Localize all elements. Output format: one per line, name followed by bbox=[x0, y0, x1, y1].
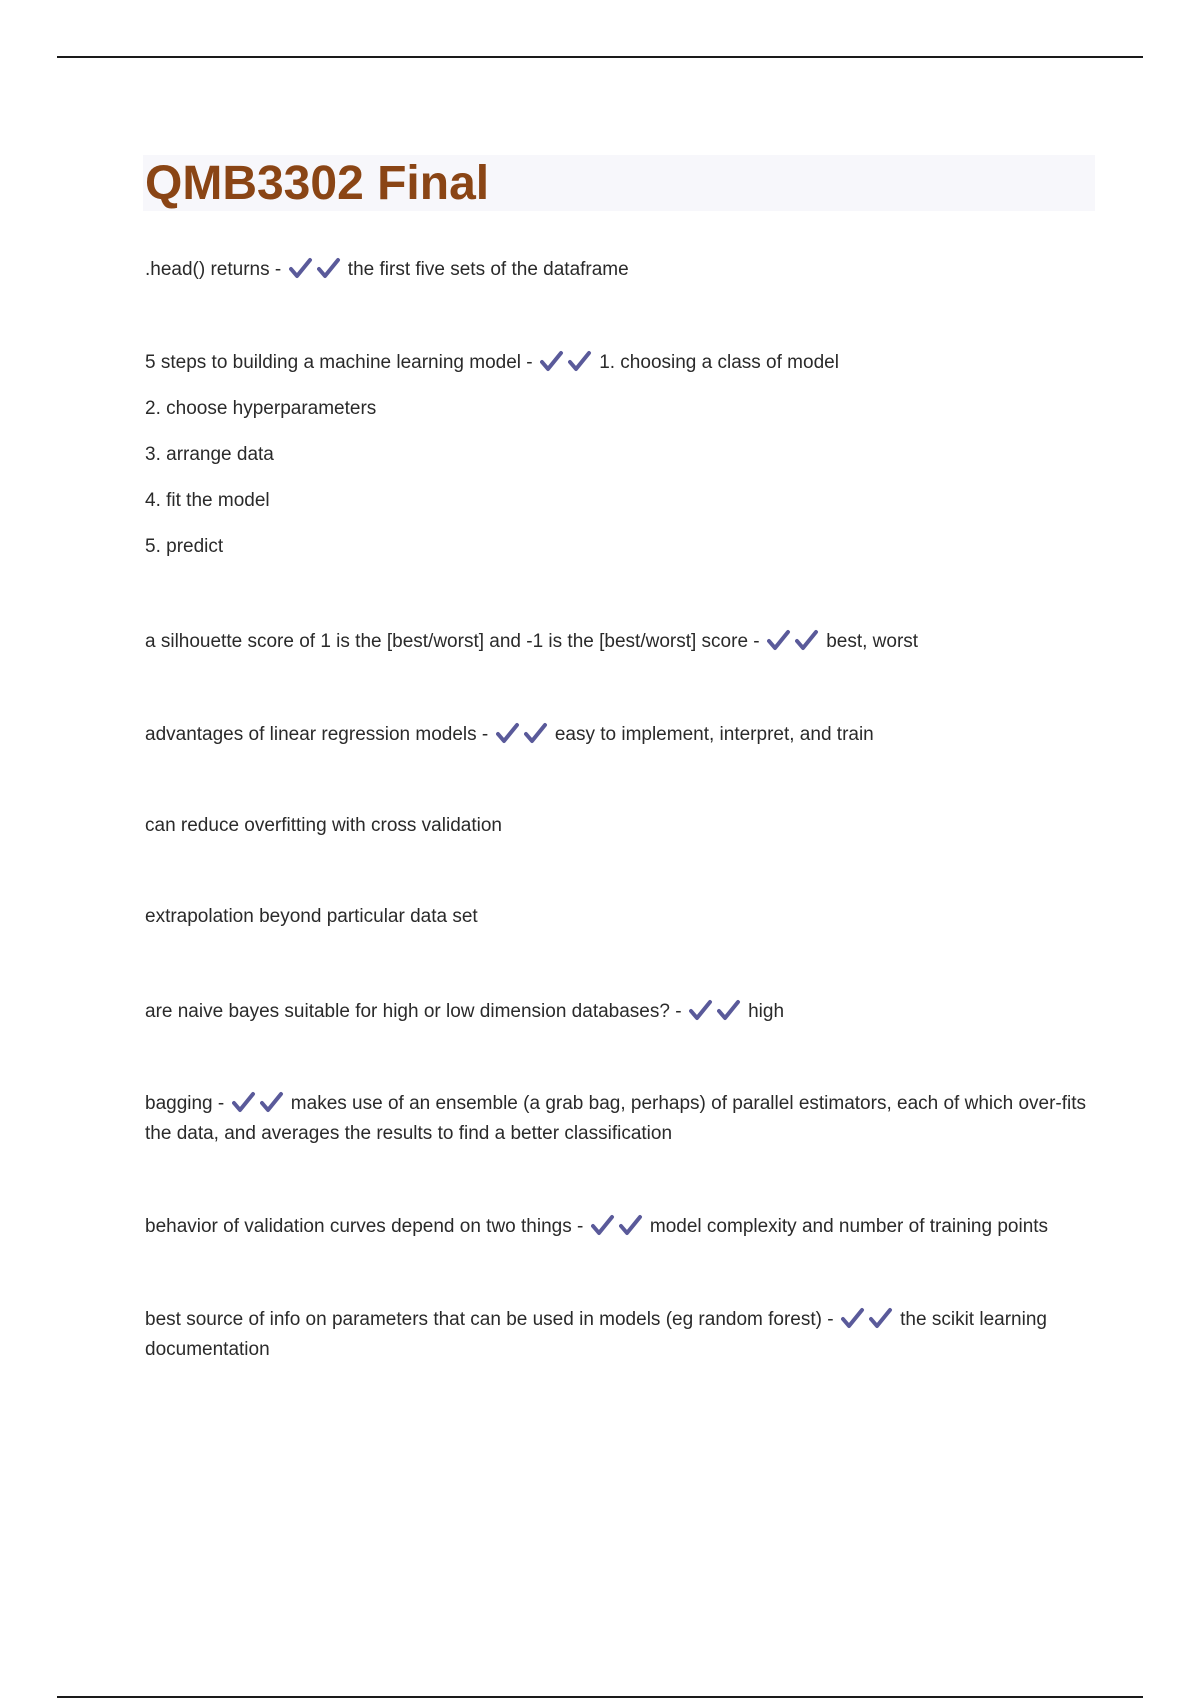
top-rule bbox=[57, 56, 1143, 58]
check-icon bbox=[619, 1214, 643, 1236]
answer-text: best, worst bbox=[826, 631, 919, 652]
plain-line: can reduce overfitting with cross validation bbox=[145, 815, 502, 836]
page-title: QMB3302 Final bbox=[145, 156, 490, 210]
answer-text: model complexity and number of training points bbox=[649, 1216, 1049, 1237]
title-band bbox=[143, 155, 1095, 211]
check-icon bbox=[869, 1307, 893, 1329]
check-icon bbox=[540, 350, 564, 372]
check-icon bbox=[689, 999, 713, 1021]
question-text: behavior of validation curves depend on two things - bbox=[145, 1216, 584, 1237]
question-text: .head() returns - bbox=[145, 259, 282, 280]
question-text: 5 steps to building a machine learning model - bbox=[145, 352, 533, 373]
question-text: advantages of linear regression models - bbox=[145, 724, 489, 745]
answer-text: high bbox=[748, 1001, 785, 1022]
qa-item bbox=[145, 1212, 1095, 1242]
answer-text: the first five sets of the dataframe bbox=[347, 259, 629, 280]
answer-text: makes use of an ensemble (a grab bag, perhaps) of parallel estimators, each of which over-fits the data, and averages the results to find a better classification bbox=[145, 1093, 1087, 1144]
answer-continuation: 3. arrange data bbox=[145, 444, 274, 465]
answer-continuation: 5. predict bbox=[145, 536, 224, 557]
qa-item bbox=[145, 348, 1095, 378]
check-icon bbox=[591, 1214, 615, 1236]
qa-item bbox=[145, 627, 1095, 657]
check-icon bbox=[568, 350, 592, 372]
answer-text: the scikit learning documentation bbox=[145, 1309, 1047, 1360]
answer-text: easy to implement, interpret, and train bbox=[554, 724, 874, 745]
document-body bbox=[145, 155, 1095, 1365]
question-text: are naive bayes suitable for high or low dimension databases? - bbox=[145, 1001, 682, 1022]
answer-text: 1. choosing a class of model bbox=[599, 352, 839, 373]
check-icon bbox=[232, 1091, 256, 1113]
qa-item bbox=[145, 1305, 1095, 1365]
question-text: a silhouette score of 1 is the [best/worst] and -1 is the [best/worst] score - bbox=[145, 631, 760, 652]
check-icon bbox=[717, 999, 741, 1021]
question-text: bagging - bbox=[145, 1093, 225, 1114]
check-icon bbox=[767, 629, 791, 651]
check-icon bbox=[289, 257, 313, 279]
bottom-rule bbox=[57, 1696, 1143, 1698]
answer-continuation: 4. fit the model bbox=[145, 490, 270, 511]
check-icon bbox=[260, 1091, 284, 1113]
question-text: best source of info on parameters that can be used in models (eg random forest) - bbox=[145, 1309, 834, 1330]
qa-item bbox=[145, 255, 1095, 285]
check-icon bbox=[841, 1307, 865, 1329]
qa-item bbox=[145, 997, 1095, 1027]
qa-item bbox=[145, 1089, 1095, 1149]
check-icon bbox=[496, 722, 520, 744]
check-icon bbox=[317, 257, 341, 279]
check-icon bbox=[524, 722, 548, 744]
answer-continuation: 2. choose hyperparameters bbox=[145, 398, 377, 419]
plain-line: extrapolation beyond particular data set bbox=[145, 906, 478, 927]
check-icon bbox=[795, 629, 819, 651]
qa-item bbox=[145, 720, 1095, 750]
